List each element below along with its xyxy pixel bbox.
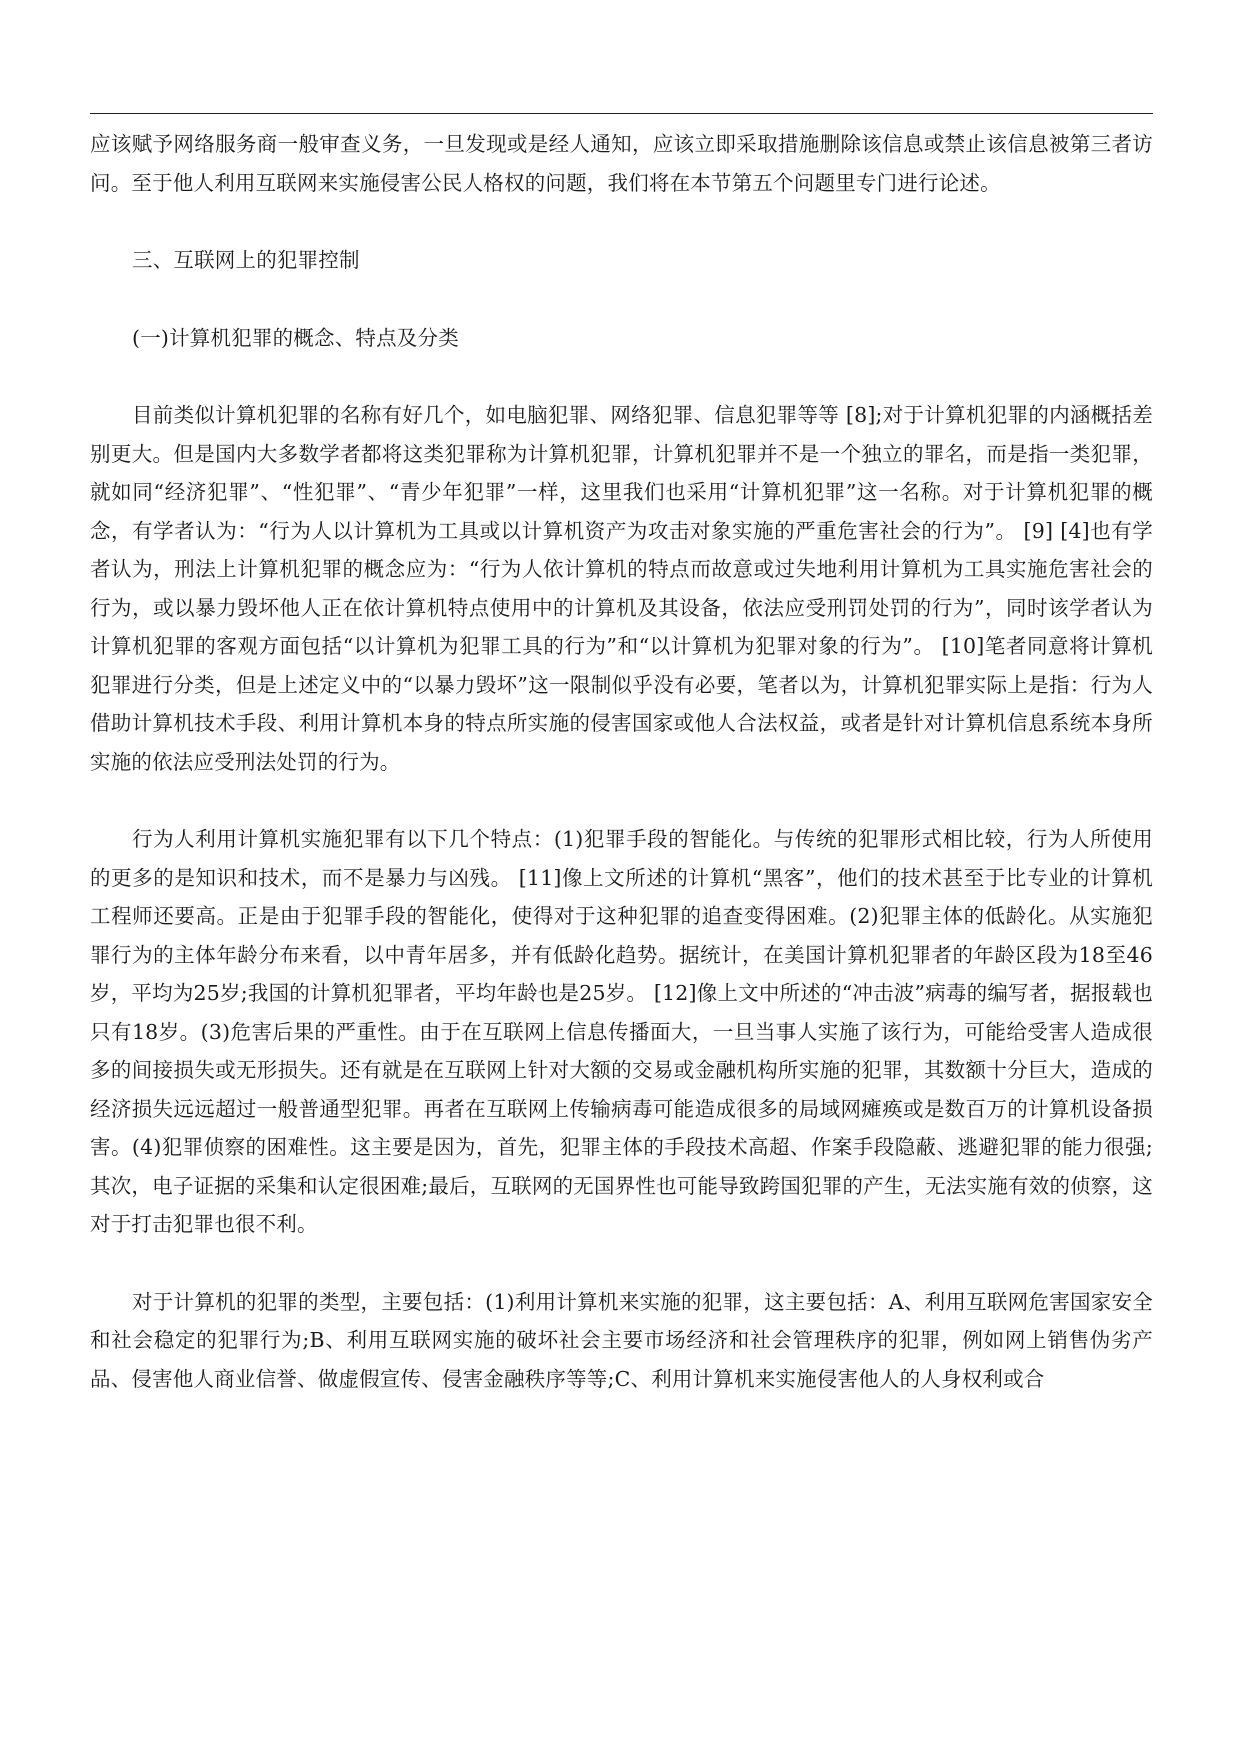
paragraph-continuation: 应该赋予网络服务商一般审查义务，一旦发现或是经人通知，应该立即采取措施删除该信息或禁止该信息被第三者访问。至于他人利用互联网来实施侵害公民人格权的问题，我们将在本节第五个问题里专门进行论述。 — [90, 132, 1153, 195]
paragraph-gap — [90, 1244, 1153, 1283]
paragraph-gap — [90, 202, 1153, 241]
section-heading: 三、互联网上的犯罪控制 — [132, 248, 360, 272]
paragraph-gap — [90, 781, 1153, 820]
paragraph-concept: 目前类似计算机犯罪的名称有好几个，如电脑犯罪、网络犯罪、信息犯罪等等 [8];对于计算机犯罪的内涵概括差别更大。但是国内大多数学者都将这类犯罪称为计算机犯罪，计算机犯罪并不是一个独立的罪名，而是指一类犯罪，就如同“经济犯罪”、“性犯罪”、“青少年犯罪”一样，这里我们也采用“计算机犯罪”这一名称。对于计算机犯罪的概念，有学者认为：“行为人以计算机为工具或以计算机资产为攻击对象实施的严重危害社会的行为”。 [9] [4]也有学者认为，刑法上计算机犯罪的概念应为：“行为人依计算机的特点而故意或过失地利用计算机为工具实施危害社会的行为，或以暴力毁坏他人正在依计算机特点使用中的计算机及其设备，依法应受刑罚处罚的行为”，同时该学者认为计算机犯罪的客观方面包括“以计算机为犯罪工具的行为”和“以计算机为犯罪对象的行为”。 [10]笔者同意将计算机犯罪进行分类，但是上述定义中的“以暴力毁坏”这一限制似乎没有必要，笔者以为，计算机犯罪实际上是指：行为人借助计算机技术手段、利用计算机本身的特点所实施的侵害国家或他人合法权益，或者是针对计算机信息系统本身所实施的依法应受刑法处罚的行为。 — [90, 403, 1153, 774]
document-body — [90, 125, 1153, 1398]
paragraph-gap — [90, 280, 1153, 319]
subsection-heading: (一)计算机犯罪的概念、特点及分类 — [132, 325, 459, 350]
paragraph-features: 行为人利用计算机实施犯罪有以下几个特点：(1)犯罪手段的智能化。与传统的犯罪形式相比较，行为人所使用的更多的是知识和技术，而不是暴力与凶残。 [11]像上文所述的计算机“黑客”，他们的技术甚至于比专业的计算机工程师还要高。正是由于犯罪手段的智能化，使得对于这种犯罪的追查变得困难。(2)犯罪主体的低龄化。从实施犯罪行为的主体年龄分布来看，以中青年居多，并有低龄化趋势。据统计，在美国计算机犯罪者的年龄区段为18至46岁，平均为25岁;我国的计算机犯罪者，平均年龄也是25岁。 [12]像上文中所述的“冲击波”病毒的编写者，据报载也只有18岁。(3)危害后果的严重性。由于在互联网上信息传播面大，一旦当事人实施了该行为，可能给受害人造成很多的间接损失或无形损失。还有就是在互联网上针对大额的交易或金融机构所实施的犯罪，其数额十分巨大，造成的经济损失远远超过一般普通型犯罪。再者在互联网上传输病毒可能造成很多的局域网瘫痪或是数百万的计算机设备损害。(4)犯罪侦察的困难性。这主要是因为，首先，犯罪主体的手段技术高超、作案手段隐蔽、逃避犯罪的能力很强;其次，电子证据的采集和认定很困难;最后，互联网的无国界性也可能导致跨国犯罪的产生，无法实施有效的侦察，这对于打击犯罪也很不利。 — [90, 827, 1153, 1236]
paragraph-gap — [90, 357, 1153, 396]
header-rule — [90, 113, 1153, 114]
paragraph-types: 对于计算机的犯罪的类型，主要包括：(1)利用计算机来实施的犯罪，这主要包括：A、利用互联网危害国家安全和社会稳定的犯罪行为;B、利用互联网实施的破坏社会主要市场经济和社会管理秩序的犯罪，例如网上销售伪劣产品、侵害他人商业信誉、做虚假宣传、侵害金融秩序等等;C、利用计算机来实施侵害他人的人身权利或合 — [90, 1289, 1153, 1391]
